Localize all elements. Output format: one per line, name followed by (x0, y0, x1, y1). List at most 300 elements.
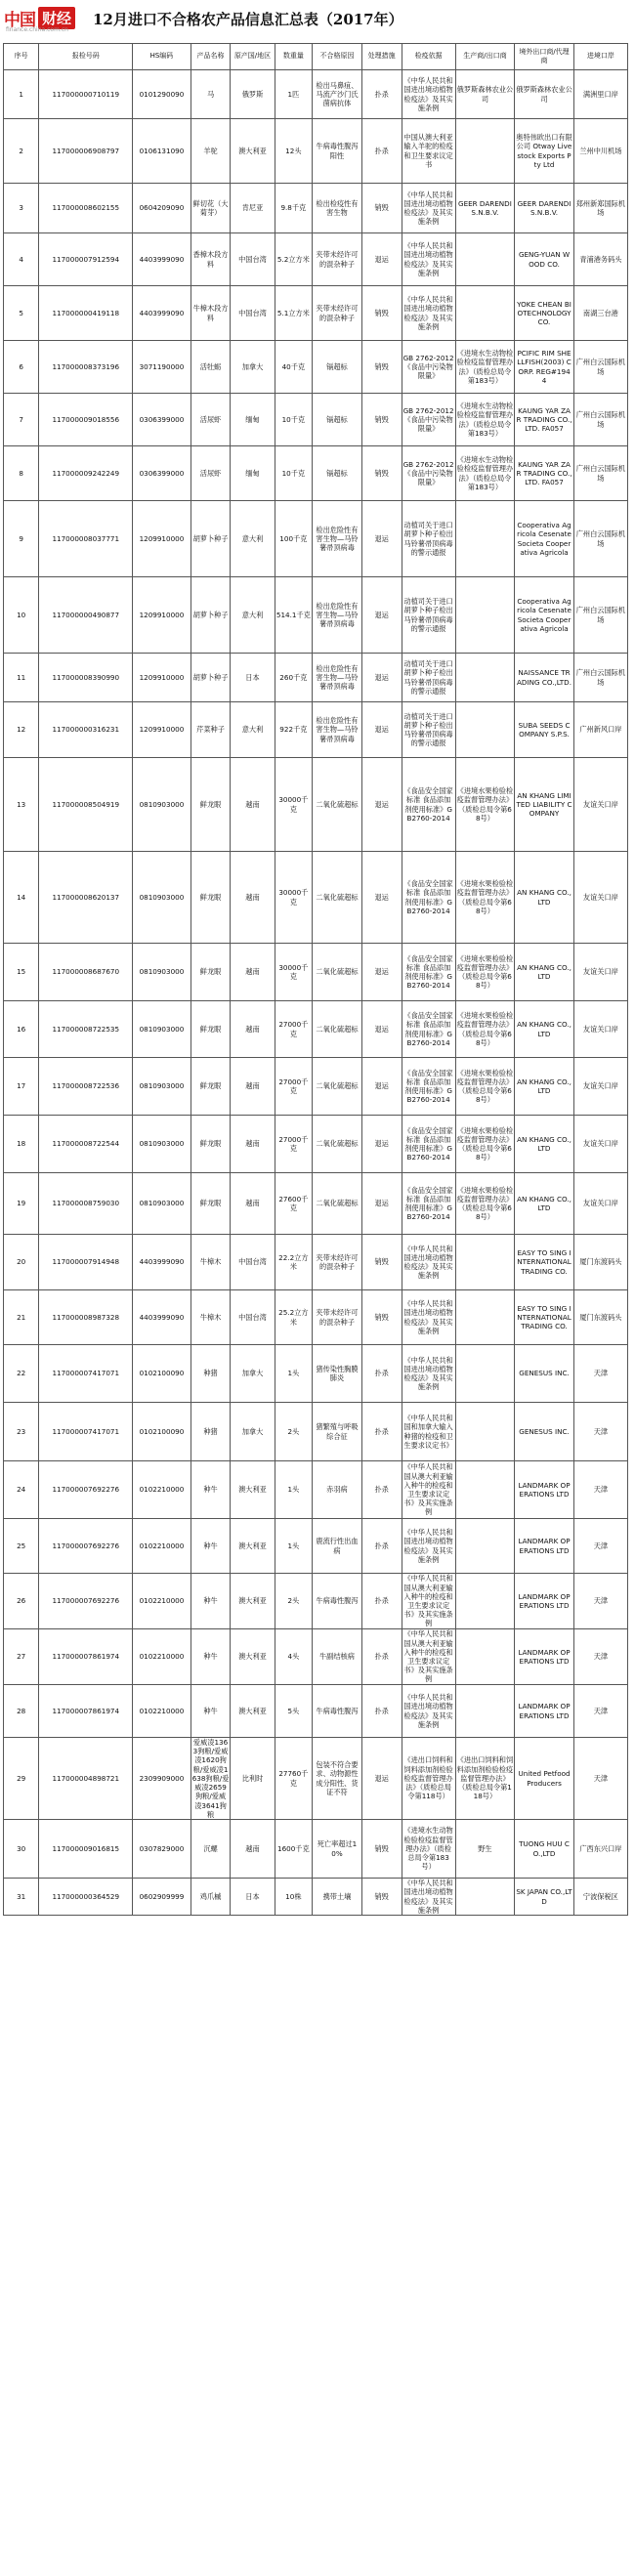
cell-origin: 越南 (231, 1116, 275, 1173)
cell-product: 鲜龙眼 (190, 1116, 231, 1173)
cell-product: 胡萝卜种子 (190, 577, 231, 654)
cell-reason: 镉超标 (313, 446, 362, 501)
table-row (4, 1345, 628, 1403)
cell-port: 广州白云国际机场 (573, 577, 627, 654)
cell-port: 友谊关口岸 (573, 944, 627, 1001)
cell-producer: GEER DARENDIS.N.B.V. (455, 184, 515, 233)
cell-basis: 动植司关于进口胡萝卜种子检出马铃薯帚顶病毒的警示通报 (402, 577, 455, 654)
cell-quantity: 1600千克 (275, 1820, 313, 1879)
cell-producer (455, 1629, 515, 1685)
cell-reason: 鹿流行性出血病 (313, 1519, 362, 1574)
cell-product: 活尿虾 (190, 394, 231, 446)
cell-quantity: 5头 (275, 1685, 313, 1738)
col-header-index: 序号 (4, 44, 39, 70)
cell-inspection-no: 117000008759030 (39, 1173, 133, 1235)
cell-index: 25 (4, 1519, 39, 1574)
cell-inspection-no: 117000009018556 (39, 394, 133, 446)
data-table (3, 43, 628, 1916)
cell-origin: 越南 (231, 758, 275, 852)
cell-exporter: Cooperativa Agricola Cesenate Societa Cooperativa Agricola (515, 501, 574, 577)
cell-producer (455, 501, 515, 577)
cell-origin: 缅甸 (231, 394, 275, 446)
cell-exporter: LANDMARK OPERATIONS LTD (515, 1685, 574, 1738)
table-body (4, 70, 628, 1916)
table-row (4, 1574, 628, 1629)
cell-basis: 《进出口饲料和饲料添加剂检验检疫监督管理办法》（质检总局令第118号） (402, 1738, 455, 1820)
cell-reason: 牛病毒性腹泻 (313, 1685, 362, 1738)
cell-index: 7 (4, 394, 39, 446)
cell-quantity: 260千克 (275, 654, 313, 702)
cell-measure: 扑杀 (361, 1629, 402, 1685)
cell-reason: 牛副结核病 (313, 1629, 362, 1685)
cell-origin: 俄罗斯 (231, 70, 275, 119)
cell-index: 28 (4, 1685, 39, 1738)
cell-hs-code: 0604209090 (133, 184, 190, 233)
cell-origin: 意大利 (231, 702, 275, 758)
cell-quantity: 1头 (275, 1519, 313, 1574)
cell-quantity: 100千克 (275, 501, 313, 577)
cell-basis: 《食品安全国家标准 食品添加剂使用标准》GB2760-2014 (402, 1001, 455, 1058)
cell-exporter: KAUNG YAR ZAR TRADING CO.,LTD. FA057 (515, 394, 574, 446)
cell-origin: 比利时 (231, 1738, 275, 1820)
cell-origin: 日本 (231, 1879, 275, 1916)
cell-measure: 扑杀 (361, 1461, 402, 1519)
col-header-product: 产品名称 (190, 44, 231, 70)
col-header-exporter: 境外出口商/代理商 (515, 44, 574, 70)
cell-origin: 意大利 (231, 577, 275, 654)
cell-port: 友谊关口岸 (573, 1116, 627, 1173)
cell-index: 16 (4, 1001, 39, 1058)
cell-origin: 加拿大 (231, 341, 275, 394)
cell-basis: 中国从澳大利亚输入羊驼的检疫和卫生要求议定书 (402, 119, 455, 184)
cell-product: 鸡爪槭 (190, 1879, 231, 1916)
cell-exporter: GENG-YUAN WOOD CO. (515, 233, 574, 286)
cell-hs-code: 0306399000 (133, 394, 190, 446)
cell-producer: 《进境水果检验检疫监督管理办法》（质检总局令第68号） (455, 1058, 515, 1116)
cell-producer: 《进境水果检验检疫监督管理办法》（质检总局令第68号） (455, 1173, 515, 1235)
table-row (4, 1403, 628, 1461)
cell-reason: 猪传染性胸膜肺炎 (313, 1345, 362, 1403)
cell-index: 12 (4, 702, 39, 758)
cell-reason: 夹带未经许可的混杂种子 (313, 1235, 362, 1290)
cell-quantity: 1头 (275, 1345, 313, 1403)
cell-inspection-no: 117000007692276 (39, 1461, 133, 1519)
col-header-quantity: 数重量 (275, 44, 313, 70)
cell-basis: GB 2762-2012《食品中污染物限量》 (402, 394, 455, 446)
cell-inspection-no: 117000007692276 (39, 1574, 133, 1629)
cell-producer (455, 1461, 515, 1519)
cell-port: 天津 (573, 1403, 627, 1461)
cell-index: 17 (4, 1058, 39, 1116)
cell-quantity: 30000千克 (275, 852, 313, 944)
cell-hs-code: 0102210000 (133, 1519, 190, 1574)
cell-producer: 野生 (455, 1820, 515, 1879)
cell-exporter: AN KHANG CO.,LTD (515, 852, 574, 944)
cell-quantity: 5.1立方米 (275, 286, 313, 341)
cell-reason: 检出检疫性有害生物 (313, 184, 362, 233)
cell-basis: 动植司关于进口胡萝卜种子检出马铃薯帚顶病毒的警示通报 (402, 501, 455, 577)
cell-exporter: PCIFIC RIM SHELLFISH(2003) CORP. REG#1944 (515, 341, 574, 394)
cell-basis: 《中华人民共和国进出境动植物检疫法》及其实施条例 (402, 1290, 455, 1345)
cell-measure: 扑杀 (361, 1685, 402, 1738)
cell-producer (455, 1345, 515, 1403)
cell-hs-code: 0810903000 (133, 1001, 190, 1058)
page-title: 12月进口不合格农产品信息汇总表（2017年） (93, 11, 403, 28)
cell-quantity: 4头 (275, 1629, 313, 1685)
cell-basis: 《中华人民共和国进出境动植物检疫法》及其实施条例 (402, 70, 455, 119)
cell-hs-code: 0101290090 (133, 70, 190, 119)
cell-exporter: KAUNG YAR ZAR TRADING CO.,LTD. FA057 (515, 446, 574, 501)
cell-product: 种猪 (190, 1345, 231, 1403)
cell-inspection-no: 117000000316231 (39, 702, 133, 758)
cell-measure: 销毁 (361, 1235, 402, 1290)
cell-port: 天津 (573, 1461, 627, 1519)
cell-hs-code: 0102100090 (133, 1403, 190, 1461)
cell-quantity: 1头 (275, 1461, 313, 1519)
logo-china-text: 中国 (4, 11, 35, 30)
cell-quantity: 10千克 (275, 446, 313, 501)
cell-index: 1 (4, 70, 39, 119)
table-row (4, 286, 628, 341)
cell-measure: 退运 (361, 944, 402, 1001)
cell-index: 2 (4, 119, 39, 184)
cell-hs-code: 4403999090 (133, 286, 190, 341)
cell-quantity: 12头 (275, 119, 313, 184)
table-row (4, 1235, 628, 1290)
cell-product: 鲜龙眼 (190, 758, 231, 852)
cell-hs-code: 0102210000 (133, 1461, 190, 1519)
cell-hs-code: 3071190000 (133, 341, 190, 394)
cell-exporter: LANDMARK OPERATIONS LTD (515, 1629, 574, 1685)
cell-quantity: 27600千克 (275, 1173, 313, 1235)
cell-origin: 澳大利亚 (231, 1519, 275, 1574)
cell-measure: 销毁 (361, 341, 402, 394)
cell-quantity: 2头 (275, 1403, 313, 1461)
cell-origin: 意大利 (231, 501, 275, 577)
cell-port: 广州白云国际机场 (573, 501, 627, 577)
cell-product: 芹菜种子 (190, 702, 231, 758)
cell-product: 活尿虾 (190, 446, 231, 501)
cell-product: 胡萝卜种子 (190, 654, 231, 702)
cell-measure: 销毁 (361, 1820, 402, 1879)
cell-product: 鲜龙眼 (190, 852, 231, 944)
cell-measure: 退运 (361, 577, 402, 654)
cell-exporter: AN KHANG CO.,LTD (515, 1116, 574, 1173)
cell-index: 15 (4, 944, 39, 1001)
cell-producer: 《进境水生动物检验检疫监督管理办法》（质检总局令第183号） (455, 394, 515, 446)
cell-producer (455, 577, 515, 654)
cell-index: 3 (4, 184, 39, 233)
cell-exporter: EASY TO SING INTERNATIONAL TRADING CO. (515, 1290, 574, 1345)
cell-exporter: GENESUS INC. (515, 1345, 574, 1403)
cell-basis: 《中华人民共和国进出境动植物检疫法》及其实施条例 (402, 1685, 455, 1738)
cell-inspection-no: 117000008620137 (39, 852, 133, 944)
cell-basis: 《中华人民共和国从澳大利亚输入种牛的检疫和卫生要求议定书》及其实施条例 (402, 1629, 455, 1685)
cell-hs-code: 0306399000 (133, 446, 190, 501)
cell-index: 31 (4, 1879, 39, 1916)
table-row (4, 1116, 628, 1173)
table-row (4, 1058, 628, 1116)
cell-inspection-no: 117000004898721 (39, 1738, 133, 1820)
cell-producer (455, 1685, 515, 1738)
cell-measure: 销毁 (361, 184, 402, 233)
cell-hs-code: 1209910000 (133, 654, 190, 702)
cell-inspection-no: 117000000364529 (39, 1879, 133, 1916)
cell-hs-code: 0810903000 (133, 758, 190, 852)
cell-exporter: AN KHANG LIMITED LIABILITY COMPANY (515, 758, 574, 852)
table-row (4, 654, 628, 702)
cell-measure: 销毁 (361, 446, 402, 501)
cell-quantity: 30000千克 (275, 944, 313, 1001)
cell-basis: 《中华人民共和国进出境动植物检疫法》及其实施条例 (402, 1519, 455, 1574)
cell-measure: 扑杀 (361, 1345, 402, 1403)
cell-inspection-no: 117000007417071 (39, 1345, 133, 1403)
col-header-origin: 原产国/地区 (231, 44, 275, 70)
cell-product: 胡萝卜种子 (190, 501, 231, 577)
cell-producer (455, 1403, 515, 1461)
cell-basis: 《中华人民共和国进出境动植物检疫法》及其实施条例 (402, 1235, 455, 1290)
cell-exporter: 俄罗斯森林农业公司 (515, 70, 574, 119)
cell-port: 友谊关口岸 (573, 1001, 627, 1058)
cell-index: 24 (4, 1461, 39, 1519)
cell-quantity: 22.2立方米 (275, 1235, 313, 1290)
cell-exporter: 奥特伟欧出口有限公司 Otway Livestock Exports Pty Ltd (515, 119, 574, 184)
cell-reason: 牛病毒性腹泻阳性 (313, 119, 362, 184)
site-url: finance.china.com.cn (6, 26, 68, 33)
cell-measure: 退运 (361, 654, 402, 702)
cell-origin: 澳大利亚 (231, 1629, 275, 1685)
cell-producer (455, 1574, 515, 1629)
cell-product: 香樟木段方料 (190, 233, 231, 286)
cell-producer (455, 1879, 515, 1916)
cell-index: 29 (4, 1738, 39, 1820)
cell-basis: 《进境水生动物检验检疫监督管理办法》（质检总局令第183号） (402, 1820, 455, 1879)
table-row (4, 501, 628, 577)
cell-hs-code: 1209910000 (133, 501, 190, 577)
cell-measure: 扑杀 (361, 119, 402, 184)
table-row (4, 1461, 628, 1519)
cell-producer: 《进境水生动物检验检疫监督管理办法》（质检总局令第183号） (455, 341, 515, 394)
cell-product: 羊驼 (190, 119, 231, 184)
report-header (0, 0, 635, 41)
cell-port: 宁波保税区 (573, 1879, 627, 1916)
cell-inspection-no: 117000006908797 (39, 119, 133, 184)
cell-origin: 越南 (231, 1173, 275, 1235)
cell-basis: 《中华人民共和国从澳大利亚输入种牛的检疫和卫生要求议定书》及其实施条例 (402, 1574, 455, 1629)
cell-origin: 缅甸 (231, 446, 275, 501)
cell-origin: 越南 (231, 944, 275, 1001)
cell-exporter: Cooperativa Agricola Cesenate Societa Cooperativa Agricola (515, 577, 574, 654)
cell-inspection-no: 117000007692276 (39, 1519, 133, 1574)
cell-inspection-no: 117000009242249 (39, 446, 133, 501)
cell-measure: 退运 (361, 758, 402, 852)
cell-quantity: 40千克 (275, 341, 313, 394)
cell-product: 爱威凌1363狗粮/爱威凌1620狗粮/爱威凌1638狗粮/爱威凌2659狗粮/爱威凌3641狗粮 (191, 1738, 230, 1819)
cell-reason: 镉超标 (313, 341, 362, 394)
cell-inspection-no: 117000008687670 (39, 944, 133, 1001)
cell-inspection-no: 117000009016815 (39, 1820, 133, 1879)
cell-origin: 越南 (231, 1058, 275, 1116)
cell-inspection-no: 117000008722544 (39, 1116, 133, 1173)
cell-measure: 扑杀 (361, 70, 402, 119)
cell-reason: 猪繁殖与呼吸综合征 (313, 1403, 362, 1461)
cell-basis: 《中华人民共和国进出境动植物检疫法》及其实施条例 (402, 184, 455, 233)
cell-product: 鲜龙眼 (190, 944, 231, 1001)
cell-basis: GB 2762-2012《食品中污染物限量》 (402, 446, 455, 501)
cell-hs-code: 2309909000 (133, 1738, 190, 1820)
cell-basis: 《中华人民共和国进出境动植物检疫法》及其实施条例 (402, 233, 455, 286)
cell-exporter: AN KHANG CO.,LTD (515, 1058, 574, 1116)
col-header-port: 进境口岸 (573, 44, 627, 70)
col-header-basis: 检疫依据 (402, 44, 455, 70)
cell-basis: GB 2762-2012《食品中污染物限量》 (402, 341, 455, 394)
cell-basis: 《食品安全国家标准 食品添加剂使用标准》GB2760-2014 (402, 852, 455, 944)
cell-origin: 中国台湾 (231, 1235, 275, 1290)
cell-producer: 《进境水果检验检疫监督管理办法》（质检总局令第68号） (455, 944, 515, 1001)
cell-quantity: 25.2立方米 (275, 1290, 313, 1345)
cell-reason: 二氧化硫超标 (313, 758, 362, 852)
cell-index: 30 (4, 1820, 39, 1879)
cell-quantity: 2头 (275, 1574, 313, 1629)
cell-quantity: 10千克 (275, 394, 313, 446)
cell-port: 天津 (573, 1345, 627, 1403)
cell-quantity: 5.2立方米 (275, 233, 313, 286)
cell-index: 9 (4, 501, 39, 577)
cell-inspection-no: 117000008373196 (39, 341, 133, 394)
cell-measure: 扑杀 (361, 1519, 402, 1574)
cell-origin: 肯尼亚 (231, 184, 275, 233)
cell-port: 广西东兴口岸 (573, 1820, 627, 1879)
cell-port: 天津 (573, 1574, 627, 1629)
cell-reason: 二氧化硫超标 (313, 852, 362, 944)
cell-reason: 镉超标 (313, 394, 362, 446)
cell-reason: 检出马鼻疽、马流产沙门氏菌病抗体 (313, 70, 362, 119)
cell-inspection-no: 117000007912594 (39, 233, 133, 286)
cell-basis: 《中华人民共和国进出境动植物检疫法》及其实施条例 (402, 1879, 455, 1916)
table-row (4, 577, 628, 654)
cell-quantity: 27760千克 (275, 1738, 313, 1820)
cell-hs-code: 0102100090 (133, 1345, 190, 1403)
cell-port: 厦门东渡码头 (573, 1235, 627, 1290)
cell-measure: 退运 (361, 852, 402, 944)
cell-origin: 澳大利亚 (231, 1461, 275, 1519)
cell-origin: 中国台湾 (231, 1290, 275, 1345)
cell-inspection-no: 117000000419118 (39, 286, 133, 341)
cell-basis: 《食品安全国家标准 食品添加剂使用标准》GB2760-2014 (402, 758, 455, 852)
cell-reason: 检出危险性有害生物—马铃薯帚顶病毒 (313, 501, 362, 577)
cell-index: 22 (4, 1345, 39, 1403)
cell-reason: 检出危险性有害生物—马铃薯帚顶病毒 (313, 702, 362, 758)
cell-port: 广州白云国际机场 (573, 341, 627, 394)
cell-measure: 退运 (361, 1001, 402, 1058)
logo-finance-badge: 财经 (38, 7, 75, 29)
cell-port: 天津 (573, 1519, 627, 1574)
cell-exporter: YOKE CHEAN BIOTECHNOLOGY CO. (515, 286, 574, 341)
cell-product: 种牛 (190, 1629, 231, 1685)
cell-index: 6 (4, 341, 39, 394)
cell-reason: 携带土壤 (313, 1879, 362, 1916)
table-row (4, 1685, 628, 1738)
cell-basis: 《中华人民共和国从澳大利亚输入种牛的检疫和卫生要求议定书》及其实施条例 (402, 1461, 455, 1519)
cell-inspection-no: 117000008987328 (39, 1290, 133, 1345)
cell-product: 种牛 (190, 1519, 231, 1574)
cell-basis: 《食品安全国家标准 食品添加剂使用标准》GB2760-2014 (402, 1058, 455, 1116)
table-row (4, 852, 628, 944)
cell-product: 牛樟木 (190, 1235, 231, 1290)
cell-quantity: 922千克 (275, 702, 313, 758)
cell-index: 26 (4, 1574, 39, 1629)
cell-origin: 越南 (231, 1820, 275, 1879)
cell-quantity: 514.1千克 (275, 577, 313, 654)
cell-exporter: EASY TO SING INTERNATIONAL TRADING CO. (515, 1235, 574, 1290)
cell-reason: 二氧化硫超标 (313, 1173, 362, 1235)
cell-basis: 《食品安全国家标准 食品添加剂使用标准》GB2760-2014 (402, 1116, 455, 1173)
cell-reason: 赤羽病 (313, 1461, 362, 1519)
cell-quantity: 27000千克 (275, 1001, 313, 1058)
cell-index: 27 (4, 1629, 39, 1685)
cell-measure: 销毁 (361, 1879, 402, 1916)
cell-producer (455, 1290, 515, 1345)
cell-port: 友谊关口岸 (573, 1058, 627, 1116)
cell-hs-code: 0810903000 (133, 1058, 190, 1116)
cell-quantity: 27000千克 (275, 1116, 313, 1173)
cell-index: 19 (4, 1173, 39, 1235)
cell-exporter: LANDMARK OPERATIONS LTD (515, 1574, 574, 1629)
cell-producer: 《进境水果检验检疫监督管理办法》（质检总局令第68号） (455, 1116, 515, 1173)
cell-measure: 退运 (361, 1738, 402, 1820)
cell-product: 种牛 (190, 1574, 231, 1629)
cell-reason: 二氧化硫超标 (313, 1116, 362, 1173)
cell-hs-code: 0810903000 (133, 1116, 190, 1173)
cell-producer (455, 1235, 515, 1290)
cell-port: 郑州新郑国际机场 (573, 184, 627, 233)
col-header-inspection-no: 报检号码 (39, 44, 133, 70)
table-row (4, 341, 628, 394)
cell-quantity: 9.8千克 (275, 184, 313, 233)
cell-origin: 澳大利亚 (231, 119, 275, 184)
table-row (4, 1173, 628, 1235)
cell-inspection-no: 117000008504919 (39, 758, 133, 852)
cell-reason: 二氧化硫超标 (313, 1001, 362, 1058)
cell-basis: 《食品安全国家标准 食品添加剂使用标准》GB2760-2014 (402, 944, 455, 1001)
cell-inspection-no: 117000008722535 (39, 1001, 133, 1058)
cell-inspection-no: 117000007861974 (39, 1685, 133, 1738)
table-row (4, 119, 628, 184)
table-row (4, 1820, 628, 1879)
col-header-producer: 生产商/出口商 (455, 44, 515, 70)
cell-producer (455, 233, 515, 286)
cell-exporter: NAISSANCE TRADING CO.,LTD. (515, 654, 574, 702)
cell-basis: 动植司关于进口胡萝卜种子检出马铃薯帚顶病毒的警示通报 (402, 654, 455, 702)
cell-reason: 夹带未经许可的混杂种子 (313, 233, 362, 286)
cell-port: 天津 (573, 1629, 627, 1685)
cell-measure: 扑杀 (361, 1403, 402, 1461)
cell-port: 南湖三台港 (573, 286, 627, 341)
cell-reason: 二氧化硫超标 (313, 944, 362, 1001)
cell-product: 牛樟木 (190, 1290, 231, 1345)
cell-basis: 《食品安全国家标准 食品添加剂使用标准》GB2760-2014 (402, 1173, 455, 1235)
cell-exporter: SUBA SEEDS COMPANY S.P.S. (515, 702, 574, 758)
cell-exporter: GEER DARENDIS.N.B.V. (515, 184, 574, 233)
cell-producer: 俄罗斯森林农业公司 (455, 70, 515, 119)
cell-product: 鲜龙眼 (190, 1173, 231, 1235)
cell-reason: 检出危险性有害生物—马铃薯帚顶病毒 (313, 577, 362, 654)
cell-measure: 销毁 (361, 286, 402, 341)
col-header-hs-code: HS编码 (133, 44, 190, 70)
cell-hs-code: 0102210000 (133, 1574, 190, 1629)
cell-producer (455, 1519, 515, 1574)
cell-exporter: TUONG HUU CO.,LTD (515, 1820, 574, 1879)
